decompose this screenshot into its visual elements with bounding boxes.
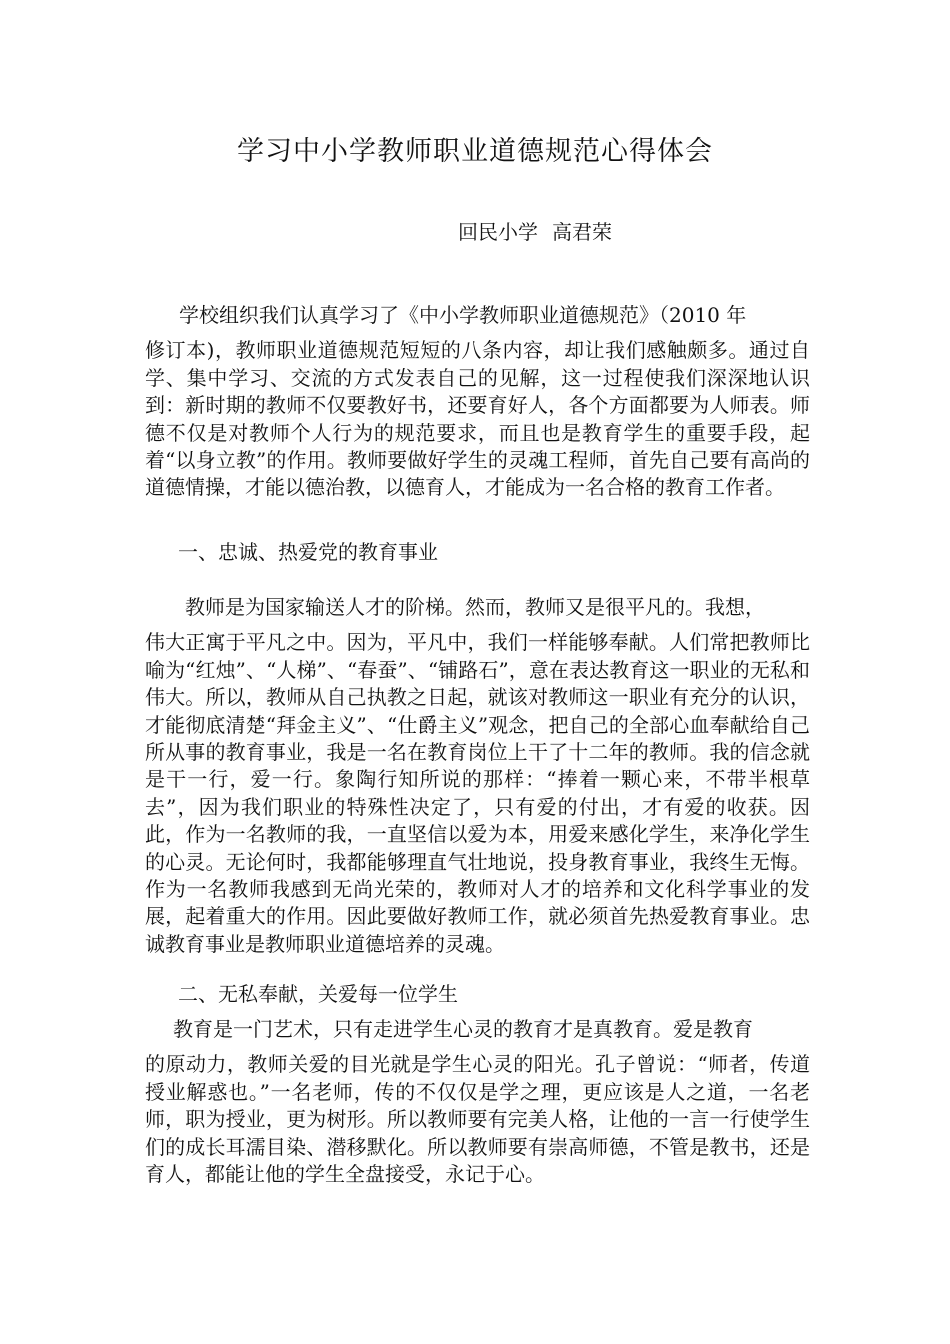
author-name: 高君荣	[552, 220, 612, 244]
paragraph-first-line: 教育是一门艺术，只有走进学生心灵的教育才是真教育。爱是教育	[173, 1017, 753, 1041]
paragraph-first-line: 学校组织我们认真学习了《中小学教师职业道德规范》（2010 年	[179, 303, 747, 327]
author-school: 回民小学	[458, 220, 538, 244]
document-title: 学习中小学教师职业道德规范心得体会	[237, 136, 713, 167]
paragraph-body: 的原动力，教师关爱的目光就是学生心灵的阳光。孔子曾说：“师者，传道授业解惑也。”一名老师，传的不仅仅是学之理，更应该是人之道，一名老师，职为授业，更为树形。所以教师要有完美人格，让他的一言一行使学生们的成长耳濡目染、潜移默化。所以教师要有崇高师德，不管是教书，还是育人，都能让他的学生全盘接受，永记于心。	[145, 1052, 810, 1187]
section-heading-1: 一、忠诚、热爱党的教育事业	[178, 540, 438, 564]
section-heading-2: 二、无私奉献，关爱每一位学生	[178, 982, 458, 1006]
paragraph-first-line: 教师是为国家输送人才的阶梯。然而，教师又是很平凡的。我想，	[185, 595, 765, 619]
paragraph-section-1	[145, 594, 810, 958]
paragraph-body: 伟大正寓于平凡之中。因为，平凡中，我们一样能够奉献。人们常把教师比喻为“红烛”、“人梯”、“春蚕”、“铺路石”，意在表达教育这一职业的无私和伟大。所以，教师从自己执教之日起，就该对教师这一职业有充分的认识，才能彻底清楚“拜金主义”、“仕爵主义”观念，把自己的全部心血奉献给自己所从事的教育事业，我是一名在教育岗位上干了十二年的教师。我的信念就是干一行，爱一行。象陶行知所说的那样：“捧着一颗心来，不带半根草去”，因为我们职业的特殊性决定了，只有爱的付出，才有爱的收获。因此，作为一名教师的我，一直坚信以爱为本，用爱来感化学生，来净化学生的心灵。无论何时，我都能够理直气壮地说，投身教育事业，我终生无悔。作为一名教师我感到无尚光荣的，教师对人才的培养和文化科学事业的发展，起着重大的作用。因此要做好教师工作，就必须首先热爱教育事业。忠诚教育事业是教师职业道德培养的灵魂。	[145, 630, 810, 956]
paragraph-body: 修订本)，教师职业道德规范短短的八条内容，却让我们感触颇多。通过自学、集中学习、交流的方式发表自己的见解，这一过程使我们深深地认识到：新时期的教师不仅要教好书，还要育好人，各个方面都要为人师表。师德不仅是对教师个人行为的规范要求，而且也是教育学生的重要手段，起着“以身立教”的作用。教师要做好学生的灵魂工程师，首先自己要有高尚的道德情操，才能以德治教，以德育人，才能成为一名合格的教育工作者。	[145, 338, 810, 500]
author-line	[458, 218, 612, 246]
paragraph-section-2	[145, 1016, 810, 1188]
paragraph-intro	[145, 302, 810, 502]
